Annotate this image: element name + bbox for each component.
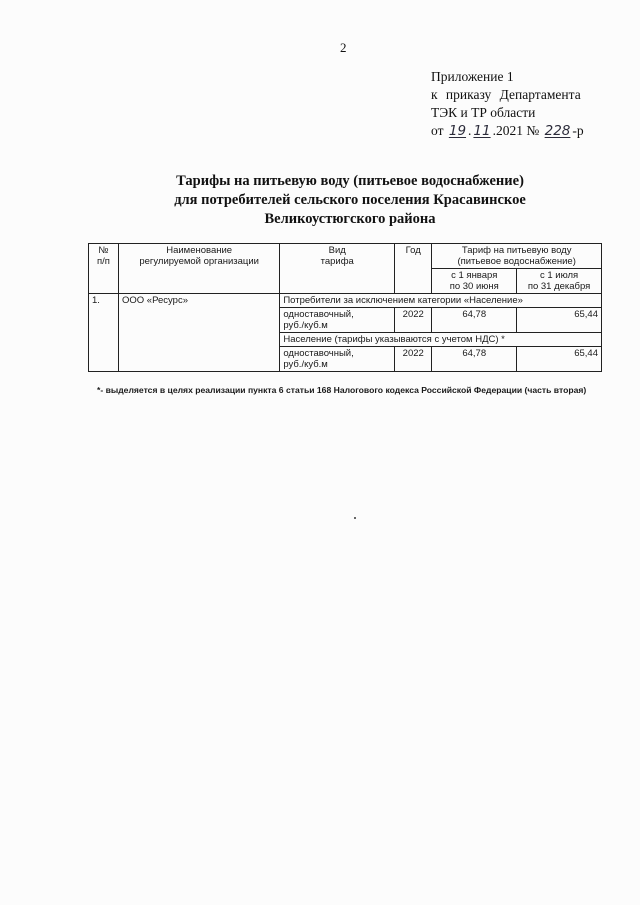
- tariff-type-cell: одноставочный, руб./куб.м: [280, 347, 395, 372]
- table-header-row: [89, 244, 602, 269]
- appendix-date-line: от 19 . 11 .2021 № 228 -р: [431, 123, 584, 139]
- header-organization: Наименование регулируемой организации: [118, 244, 279, 294]
- header-period-2: с 1 июля по 31 декабря: [517, 269, 602, 294]
- appendix-department: ТЭК и ТР области: [431, 105, 536, 120]
- title-line-2: для потребителей сельского поселения Красавинское: [174, 192, 526, 208]
- number-sign: №: [526, 123, 540, 138]
- title-line-3: Великоустюгского района: [264, 211, 436, 227]
- tariff-period-1-cell: 64,78: [432, 347, 517, 372]
- appendix-title: Приложение 1: [431, 69, 514, 84]
- organization-name: ООО «Ресурс»: [118, 294, 279, 372]
- tariff-period-2-cell: 65,44: [517, 308, 602, 333]
- footnote: *- выделяется в целях реализации пункта 6 статьи 168 Налогового кодекса Российской Федерации (часть вторая): [97, 385, 587, 395]
- row-number: 1.: [89, 294, 119, 372]
- appendix-order-ref: к приказу Департамента: [431, 87, 581, 102]
- document-title: [150, 172, 550, 229]
- tariff-period-2-cell: 65,44: [517, 347, 602, 372]
- table-row: [89, 294, 602, 308]
- header-tariff-type: Вид тарифа: [280, 244, 395, 294]
- tariff-table: [88, 243, 602, 372]
- date-day-handwritten: 19: [448, 123, 467, 139]
- appendix-header: [431, 68, 584, 140]
- year-cell: 2022: [395, 308, 432, 333]
- header-tariff: Тариф на питьевую воду (питьевое водоснабжение): [432, 244, 602, 269]
- date-prefix: от: [431, 123, 444, 138]
- scan-speck: [354, 517, 356, 519]
- title-line-1: Тарифы на питьевую воду (питьевое водоснабжение): [176, 173, 524, 189]
- header-year: Год: [395, 244, 432, 294]
- tariff-type-cell: одноставочный, руб./куб.м: [280, 308, 395, 333]
- header-period-1: с 1 января по 30 июня: [432, 269, 517, 294]
- page-number: 2: [340, 40, 347, 55]
- group-label-population: Население (тарифы указываются с учетом НДС) *: [280, 333, 602, 347]
- group-label-consumers: Потребители за исключением категории «Население»: [280, 294, 602, 308]
- tariff-period-1-cell: 64,78: [432, 308, 517, 333]
- header-number: № п/п: [89, 244, 119, 294]
- date-year: .2021: [492, 123, 523, 138]
- year-cell: 2022: [395, 347, 432, 372]
- order-suffix: -р: [572, 123, 584, 138]
- order-number-handwritten: 228: [544, 123, 571, 139]
- date-month-handwritten: 11: [473, 123, 491, 139]
